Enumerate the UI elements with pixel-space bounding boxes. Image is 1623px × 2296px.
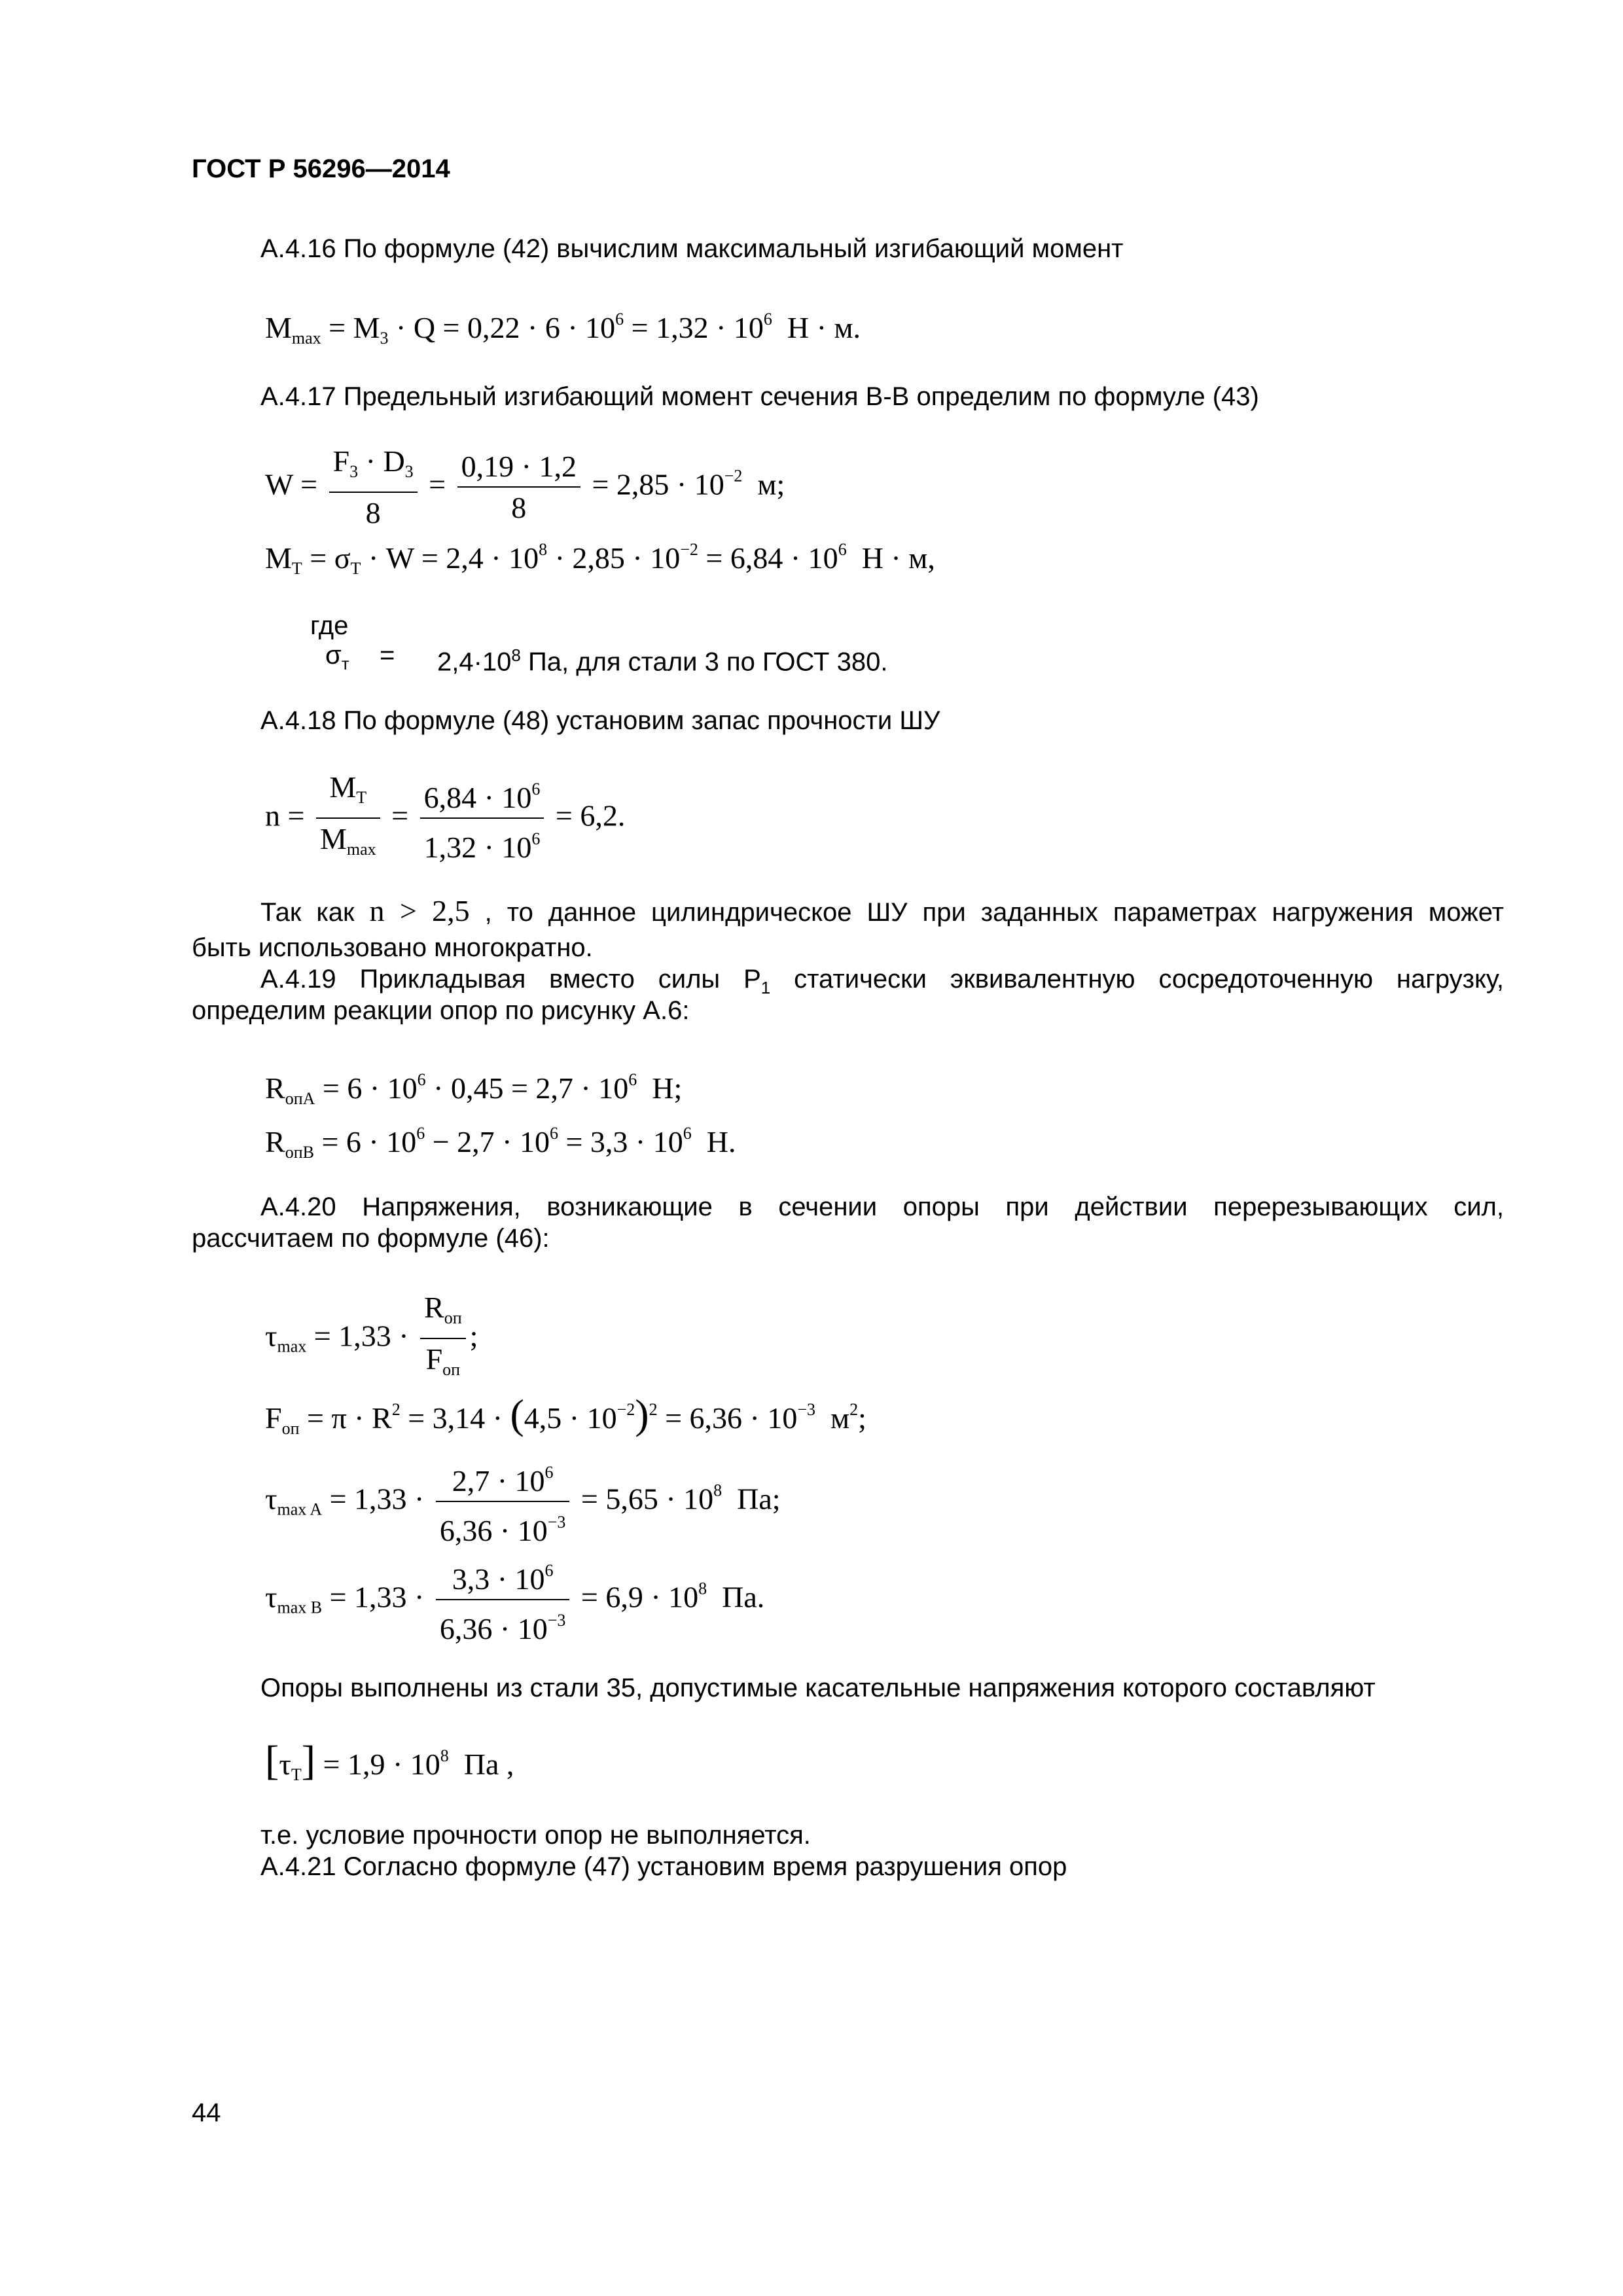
- paragraph-a4-17: А.4.17 Предельный изгибающий момент сечения В-В определим по формуле (43): [260, 382, 1259, 411]
- paragraph-safety-line1: Так как n > 2,5 , то данное цилиндрическое ШУ при заданных параметрах нагружения может: [260, 894, 1504, 927]
- equation-tau-max-a: $\tau_{max A} = 1,33$ · $\frac{2,7 \cdot 10^6}{6,36 \cdot 10^{-3}}$ = $5,65 \cdot 10^8$ Па;: [265, 1453, 781, 1551]
- paragraph-a4-19-line1: А.4.19 Прикладывая вместо силы $P_1$ статически эквивалентную сосредоточенную нагрузку,: [260, 965, 1505, 997]
- paragraph-a4-20-line1: А.4.20 Напряжения, возникающие в сечении опоры при действии перерезывающих сил,: [260, 1193, 1504, 1221]
- paragraph-conclusion: т.е. условие прочности опор не выполняется.: [260, 1821, 811, 1850]
- equation-w: W = $\frac{F_3 \cdot D_3}{8}$ = $\frac{0,19 \cdot 1,2}{8}$ = $2,85 \cdot 10^{-2}$ м;: [265, 442, 785, 533]
- where-definition: $2,4\cdot 10^8$ Па, для стали 3 по ГОСТ 380.: [437, 645, 888, 677]
- document-header: ГОСТ Р 56296—2014: [192, 154, 450, 183]
- equation-mt: $M_Т = \sigma_Т \cdot W = 2,4 \cdot 10^8 \cdot 2,85 \cdot 10^{-2} = 6,84 \cdot 10^6$ Н · м,: [265, 540, 935, 578]
- where-symbol: $\sigma_т$: [325, 641, 349, 673]
- equation-ropa: $R_{опА} = 6 \cdot 10^6 \cdot 0,45 = 2,7 \cdot 10^6$ Н;: [265, 1070, 683, 1108]
- paragraph-a4-19-line2: определим реакции опор по рисунку А.6:: [192, 996, 690, 1025]
- paragraph-a4-16: А.4.16 По формуле (42) вычислим максимальный изгибающий момент: [260, 234, 1124, 263]
- paragraph-supports: Опоры выполнены из стали 35, допустимые касательные напряжения которого составляют: [260, 1674, 1376, 1702]
- paragraph-safety-line2: быть использовано многократно.: [192, 933, 593, 962]
- equation-tau-max-b: $\tau_{max B} = 1,33$ · $\frac{3,3 \cdot 10^6}{6,36 \cdot 10^{-3}}$ = $6,9 \cdot 10^8$ Па.: [265, 1551, 764, 1649]
- paragraph-a4-18: А.4.18 По формуле (48) установим запас прочности ШУ: [260, 706, 940, 735]
- where-label: где: [310, 611, 349, 640]
- equation-n: n = $\frac{M_Т}{M_{max}}$ = $\frac{6,84 \cdot 10^6}{1,32 \cdot 10^6}$ = 6,2.: [265, 768, 625, 870]
- paragraph-a4-21: А.4.21 Согласно формуле (47) установим время разрушения опор: [260, 1852, 1067, 1881]
- page-number: 44: [192, 2098, 221, 2127]
- where-equals: =: [380, 641, 395, 670]
- equation-tau-max: $\tau_{max} = 1,33$ · $\frac{R_{оп}}{F_{оп}}$ ;: [265, 1288, 478, 1390]
- equation-mmax: $M_{max} = M_3 \cdot Q = 0,22 \cdot 6 \cdot 10^6 = 1,32 \cdot 10^6$ Н · м.: [265, 310, 861, 348]
- equation-fop: $F_{оп} = \pi \cdot R^2 = 3,14 \cdot (4,5 \cdot 10^{-2})^2 = 6,36 \cdot 10^{-3}$ $м^2$;: [265, 1391, 866, 1438]
- equation-ropb: $R_{опВ} = 6 \cdot 10^6 - 2,7 \cdot 10^6 = 3,3 \cdot 10^6$ Н.: [265, 1124, 736, 1162]
- paragraph-a4-20-line2: рассчитаем по формуле (46):: [192, 1224, 550, 1253]
- equation-tau-allowable: $[\tau_Т] = 1,9 \cdot 10^8$ Па ,: [265, 1737, 514, 1784]
